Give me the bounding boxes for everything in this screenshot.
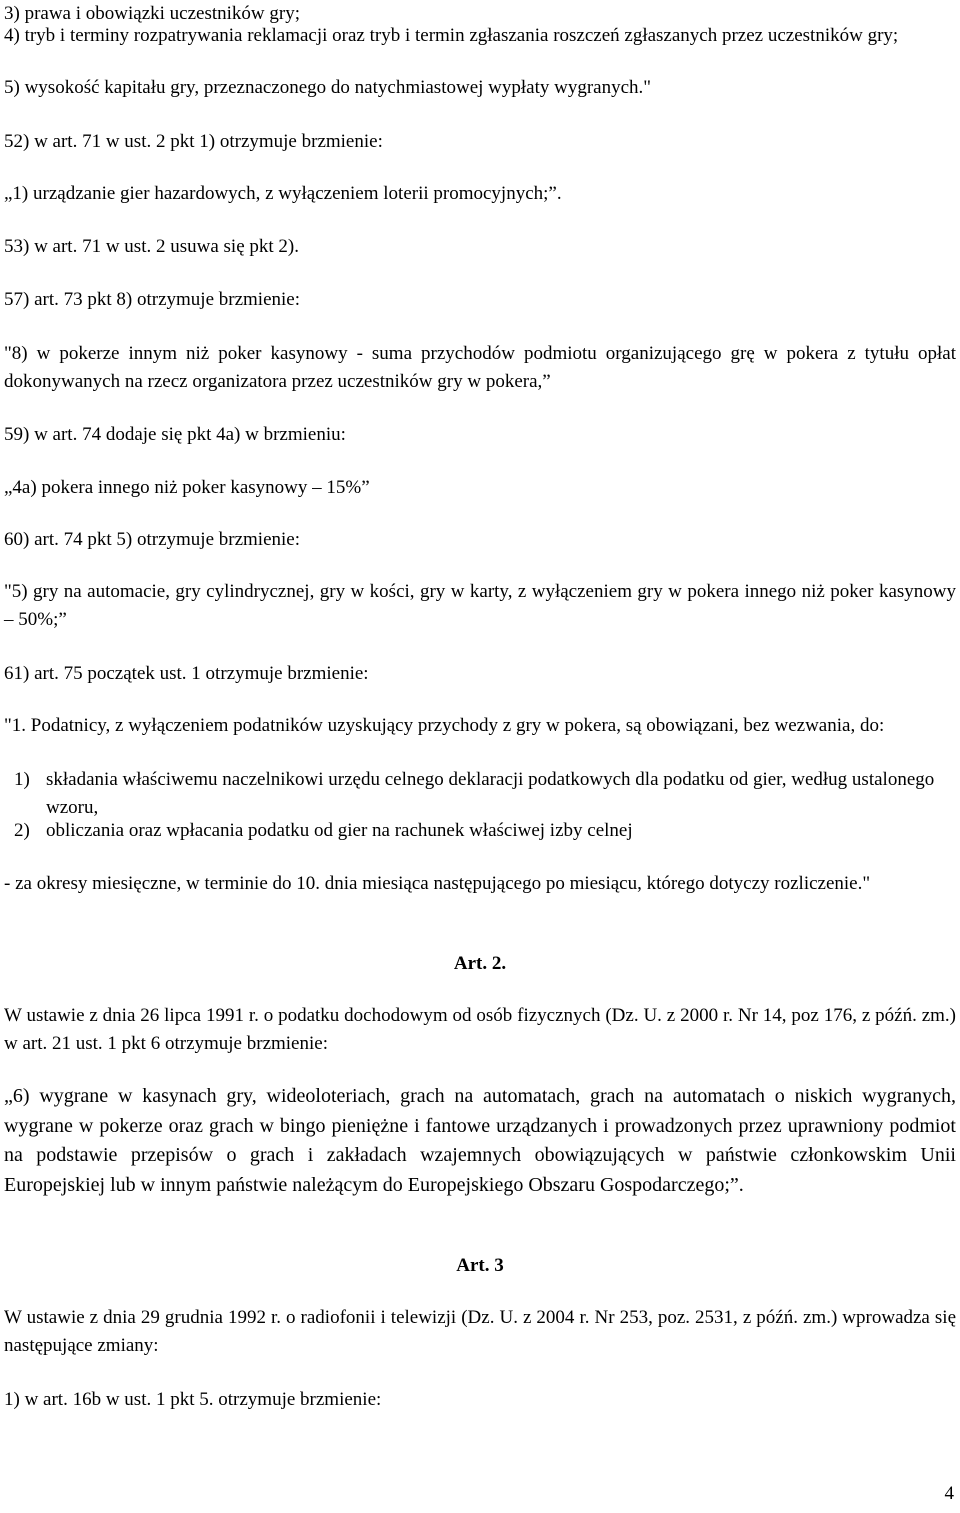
article-3-intro: W ustawie z dnia 29 grudnia 1992 r. o radiofonii i telewizji (Dz. U. z 2004 r. Nr 253, poz. 2531, z późń. zm.) wprowadza się następujące zmiany:	[4, 1307, 956, 1356]
list-item-5: 5) wysokość kapitału gry, przeznaczonego do natychmiastowej wypłaty wygranych."	[4, 77, 652, 98]
quote-61-closing: - za okresy miesięczne, w terminie do 10. dnia miesiąca następującego po miesiącu, którego dotyczy rozliczenie."	[4, 873, 871, 894]
amendment-59: 59) w art. 74 dodaje się pkt 4a) w brzmieniu:	[4, 424, 346, 445]
quote-61-intro: "1. Podatnicy, z wyłączeniem podatników uzyskujący przychody z gry w pokera, są obowiązani, bez wezwania, do:	[4, 715, 885, 736]
amendment-52: 52) w art. 71 w ust. 2 pkt 1) otrzymuje brzmienie:	[4, 131, 383, 152]
point-number: 2)	[14, 820, 30, 841]
point-text: składania właściwemu naczelnikowi urzędu celnego deklaracji podatkowych dla podatku od gier, według ustalonego wzoru,	[46, 769, 935, 818]
quote-52: „1) urządzanie gier hazardowych, z wyłączeniem loterii promocyjnych;”.	[4, 183, 562, 204]
quote-59: „4a) pokera innego niż poker kasynowy – 15%”	[4, 477, 370, 498]
article-2-heading: Art. 2.	[453, 953, 507, 974]
amendment-61: 61) art. 75 początek ust. 1 otrzymuje brzmienie:	[4, 663, 369, 684]
page-number: 4	[944, 1483, 954, 1504]
amendment-60: 60) art. 74 pkt 5) otrzymuje brzmienie:	[4, 529, 300, 550]
article-2-intro: W ustawie z dnia 26 lipca 1991 r. o podatku dochodowym od osób fizycznych (Dz. U. z 2000 r. Nr 14, poz 176, z późń. zm.) w art. 21 ust. 1 pkt 6 otrzymuje brzmienie:	[4, 1005, 956, 1054]
point-number: 1)	[14, 769, 30, 790]
quote-57: "8) w pokerze innym niż poker kasynowy - suma przychodów podmiotu organizującego grę w pokera z tytułu opłat dokonywanych na rzecz organizatora przez uczestników gry w pokera,”	[4, 343, 956, 392]
article-3-heading: Art. 3	[456, 1255, 504, 1276]
list-item-4: 4) tryb i terminy rozpatrywania reklamacji oraz tryb i termin zgłaszania roszczeń zgłaszanych przez uczestników gry;	[4, 25, 899, 46]
article-2-quote: „6) wygrane w kasynach gry, wideoloteriach, grach na automatach, grach na automatach o niskich wygranych, wygrane w pokerze oraz grach w bingo pieniężne i fantowe urządzanych i prowadzonych przez uprawniony podmiot na podstawie przepisów o grach i zakładach wzajemnych obowiązujących w państwie członkowskim Unii Europejskiej lub w innym państwie należącym do Europejskiego Obszaru Gospodarczego;”.	[4, 1085, 956, 1196]
amendment-53: 53) w art. 71 w ust. 2 usuwa się pkt 2).	[4, 236, 299, 257]
article-3-item-1: 1) w art. 16b w ust. 1 pkt 5. otrzymuje brzmienie:	[4, 1389, 382, 1410]
point-text: obliczania oraz wpłacania podatku od gier na rachunek właściwej izby celnej	[46, 820, 633, 841]
quote-60: "5) gry na automacie, gry cylindrycznej, gry w kości, gry w karty, z wyłączeniem gry w pokera innego niż poker kasynowy – 50%;”	[4, 581, 956, 630]
amendment-57: 57) art. 73 pkt 8) otrzymuje brzmienie:	[4, 289, 300, 310]
list-item-3: 3) prawa i obowiązki uczestników gry;	[4, 3, 300, 24]
